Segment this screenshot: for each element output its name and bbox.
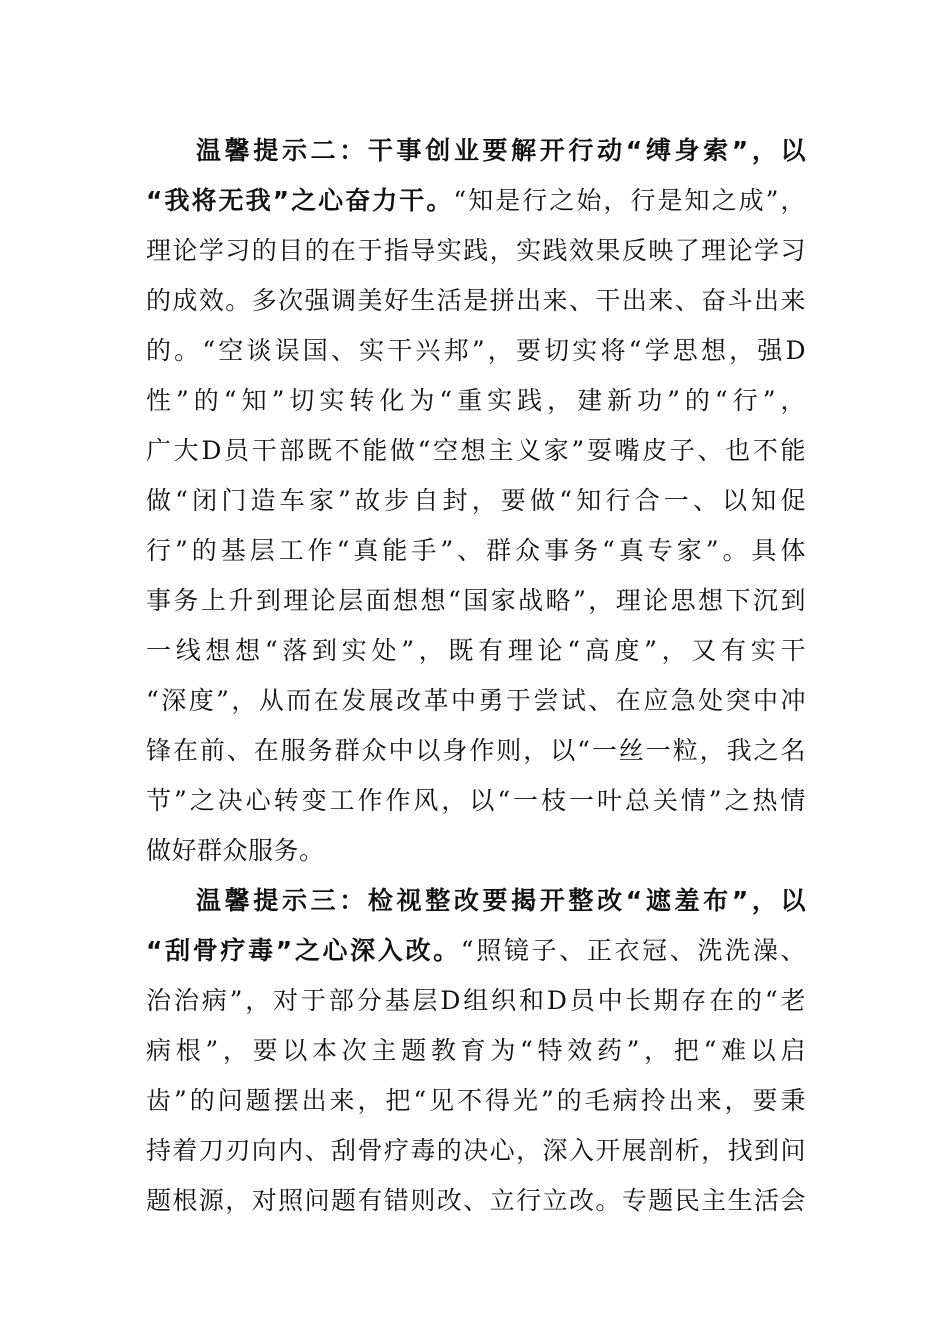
body-line-text: 治治病”，对于部分基层D组织和D员中长期存在的“老 — [146, 986, 806, 1015]
body-line-text: 做好群众服务。 — [146, 836, 325, 865]
bold-lead-text: “刮骨疗毒”之心深入改。 — [146, 936, 461, 965]
body-line-text: 事务上升到理论层面想想“国家战略”，理论思想下沉到 — [146, 586, 806, 615]
body-line-text: 病根”，要以本次主题教育为“特效药”，把“难以启 — [146, 1036, 806, 1065]
body-line-text: 齿”的问题摆出来，把“见不得光”的毛病拎出来，要秉 — [146, 1086, 806, 1115]
paragraph-1-line-2 — [146, 176, 806, 226]
paragraph-1-line-4 — [146, 276, 806, 326]
paragraph-1-line-10 — [146, 576, 806, 626]
body-line-text: “知是行之始，行是知之成”， — [453, 186, 806, 215]
paragraph-2-line-4 — [146, 1026, 806, 1076]
paragraph-1-line-5 — [146, 326, 806, 376]
paragraph-1-line-11 — [146, 626, 806, 676]
body-line-text: 的成效。多次强调美好生活是拼出来、干出来、奋斗出来 — [146, 286, 806, 315]
paragraph-2-line-2 — [146, 926, 806, 976]
body-line-text: 持着刀刃向内、刮骨疗毒的决心，深入开展剖析，找到问 — [146, 1136, 806, 1165]
paragraph-1-line-3 — [146, 226, 806, 276]
paragraph-2-line-7 — [146, 1176, 806, 1226]
body-line-text: 行”的基层工作“真能手”、群众事务“真专家”。具体 — [146, 536, 806, 565]
bold-lead-text: “我将无我”之心奋力干。 — [146, 186, 454, 215]
body-line-text: 节”之决心转变工作作风，以“一枝一叶总关情”之热情 — [146, 786, 806, 815]
paragraph-2-line-6 — [146, 1126, 806, 1176]
body-line-text: 一线想想“落到实处”，既有理论“高度”，又有实干 — [146, 636, 806, 665]
bold-lead-text: 温馨提示三：检视整改要揭开整改“遮羞布”，以 — [196, 886, 806, 915]
paragraph-2-line-3 — [146, 976, 806, 1026]
body-line-text: 题根源，对照问题有错则改、立行立改。专题民主生活会 — [146, 1186, 806, 1215]
body-line-text: 广大D员干部既不能做“空想主义家”耍嘴皮子、也不能 — [146, 436, 806, 465]
paragraph-1-line-9 — [146, 526, 806, 576]
paragraph-1-line-12 — [146, 676, 806, 726]
bold-lead-text: 温馨提示二：干事创业要解开行动“缚身索”，以 — [196, 136, 806, 165]
body-line-text: “深度”，从而在发展改革中勇于尝试、在应急处突中冲 — [146, 686, 806, 715]
body-line-text: 的。“空谈误国、实干兴邦”，要切实将“学思想，强D — [146, 336, 806, 365]
paragraph-1-line-14 — [146, 776, 806, 826]
body-line-text: 性”的“知”切实转化为“重实践，建新功”的“行”， — [146, 386, 806, 415]
paragraph-1-line-13 — [146, 726, 806, 776]
body-line-text: 理论学习的目的在于指导实践，实践效果反映了理论学习 — [146, 236, 806, 265]
body-line-text: “照镜子、正衣冠、洗洗澡、 — [460, 936, 806, 965]
paragraph-2-line-1 — [196, 876, 806, 926]
paragraph-2-line-5 — [146, 1076, 806, 1126]
paragraph-1-line-8 — [146, 476, 806, 526]
body-line-text: 做“闭门造车家”故步自封，要做“知行合一、以知促 — [146, 486, 806, 515]
paragraph-1-line-15 — [146, 826, 806, 876]
paragraph-1-line-6 — [146, 376, 806, 426]
paragraph-1-line-1 — [196, 126, 806, 176]
paragraph-1-line-7 — [146, 426, 806, 476]
body-line-text: 锋在前、在服务群众中以身作则，以“一丝一粒，我之名 — [146, 736, 806, 765]
